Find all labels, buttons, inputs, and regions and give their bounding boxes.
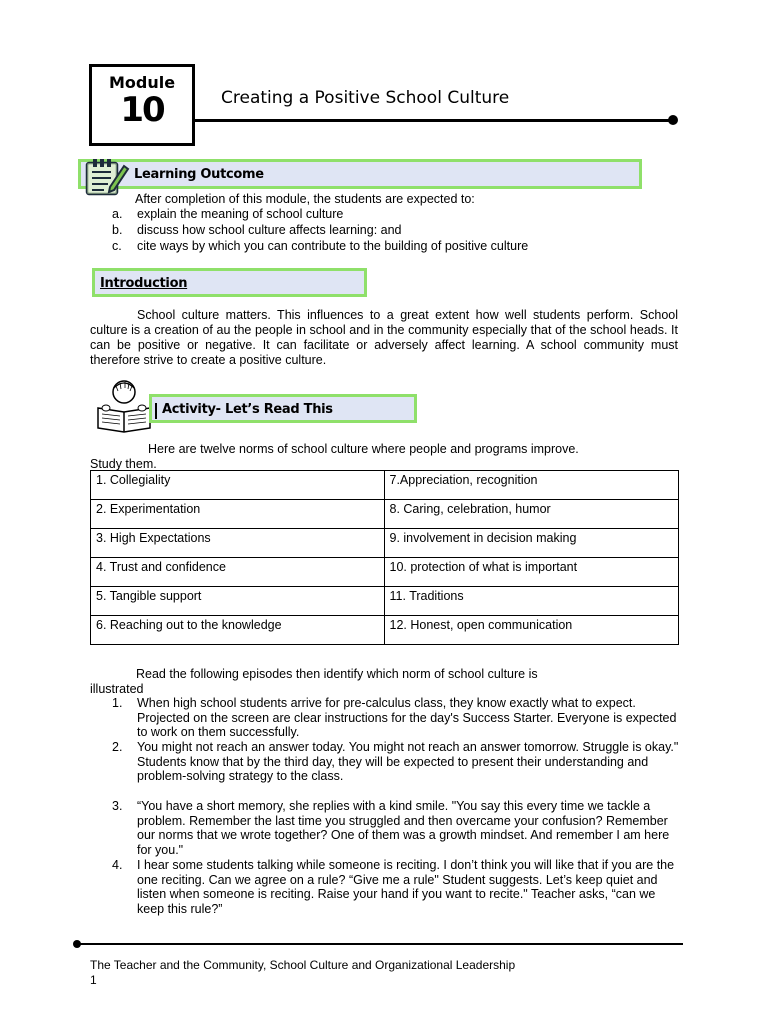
activity-heading: Activity- Let’s Read This — [162, 402, 333, 417]
table-cell: 9. involvement in decision making — [384, 529, 679, 558]
table-cell: 5. Tangible support — [91, 587, 385, 616]
module-badge — [89, 64, 195, 146]
table-row — [91, 616, 679, 645]
list-item — [90, 858, 680, 917]
activity-banner — [149, 394, 417, 423]
footer-rule — [78, 943, 683, 945]
table-cell: 8. Caring, celebration, humor — [384, 500, 679, 529]
table-cell: 12. Honest, open communication — [384, 616, 679, 645]
table-cell: 3. High Expectations — [91, 529, 385, 558]
table-cell: 4. Trust and confidence — [91, 558, 385, 587]
page-number: 1 — [90, 973, 97, 987]
table-cell: 1. Collegiality — [91, 471, 385, 500]
table-cell: 10. protection of what is important — [384, 558, 679, 587]
list-marker: 3. — [112, 799, 123, 813]
title-rule — [195, 119, 675, 122]
learning-outcome-banner — [78, 159, 642, 189]
list-text: You might not reach an answer today. You might not reach an answer tomorrow. Struggle is okay." Students know that by the third day, they will be expected to present their understanding and problem-solving strategy to the class. — [137, 740, 679, 784]
introduction-heading: Introduction — [100, 276, 188, 291]
list-marker: c. — [112, 239, 122, 253]
list-text: “You have a short memory, she replies with a kind smile. "You say this every time we tackle a problem. Remember the last time you struggled and then overcame your confusion? Remember our norms that we wrote together? One of them was a growth mindset. And remember I am here for you." — [137, 799, 670, 858]
table-cell: 11. Traditions — [384, 587, 679, 616]
table-row — [91, 500, 679, 529]
table-row — [91, 529, 679, 558]
list-marker: 1. — [112, 696, 123, 710]
outcome-intro: After completion of this module, the students are expected to: — [135, 192, 475, 206]
list-text: When high school students arrive for pre-calculus class, they know exactly what to expect. Projected on the screen are clear instructions for the day's Success Starter. Everyone is expected to work on them successfully. — [137, 696, 677, 740]
page-footer — [90, 958, 515, 988]
list-item — [90, 799, 680, 858]
list-item — [112, 222, 672, 238]
reading-person-icon — [94, 378, 154, 436]
list-text: cite ways by which you can contribute to the building of positive culture — [137, 239, 529, 253]
title-rule-dot — [668, 115, 678, 125]
norms-table — [90, 470, 679, 645]
list-item — [112, 238, 672, 254]
learning-outcome-heading: Learning Outcome — [134, 167, 264, 182]
list-text: I hear some students talking while someone is reciting. I don’t think you will like that if you are the one reciting. Can we agree on a rule? “Give me a rule" Student suggests. Let’s keep quiet and listen when someone is reciting. Raise your hand if you want to recite." Teacher asks, “can we keep this rule?” — [137, 858, 675, 917]
activity-intro-line2: Study them. — [90, 457, 157, 471]
introduction-paragraph: School culture matters. This influences to a great extent how well students perform. School culture is a creation of au the people in school and in the community especially that of the school heads. It can be positive or negative. It can facilitate or adversely affect learning. A school community must therefore strive to create a positive culture. — [90, 308, 678, 367]
list-item — [90, 696, 680, 740]
list-marker: b. — [112, 223, 123, 237]
outcome-list — [112, 206, 672, 254]
activity-intro-line1: Here are twelve norms of school culture where people and programs improve. — [148, 442, 579, 456]
list-text: explain the meaning of school culture — [137, 207, 344, 221]
module-label: Module — [108, 73, 176, 92]
episodes-intro-line2: illustrated — [90, 682, 144, 696]
list-marker: 2. — [112, 740, 123, 754]
list-marker: a. — [112, 207, 123, 221]
list-text: discuss how school culture affects learning: and — [137, 223, 402, 237]
episodes-list — [90, 696, 680, 917]
list-marker: 4. — [112, 858, 123, 872]
footer-text: The Teacher and the Community, School Culture and Organizational Leadership — [90, 958, 516, 972]
footer-rule-dot — [73, 940, 81, 948]
banner-bar — [155, 403, 157, 419]
introduction-banner — [92, 268, 367, 297]
table-cell: 6. Reaching out to the knowledge — [91, 616, 385, 645]
table-row — [91, 587, 679, 616]
page-title: Creating a Positive School Culture — [221, 88, 510, 108]
table-cell: 2. Experimentation — [91, 500, 385, 529]
table-row — [91, 558, 679, 587]
episodes-intro-line1: Read the following episodes then identify which norm of school culture is — [136, 667, 538, 681]
module-number: 10 — [120, 90, 164, 130]
table-cell: 7.Appreciation, recognition — [384, 471, 679, 500]
list-item — [112, 206, 672, 222]
notepad-pencil-icon — [84, 157, 130, 197]
list-item — [90, 740, 680, 799]
table-row — [91, 471, 679, 500]
